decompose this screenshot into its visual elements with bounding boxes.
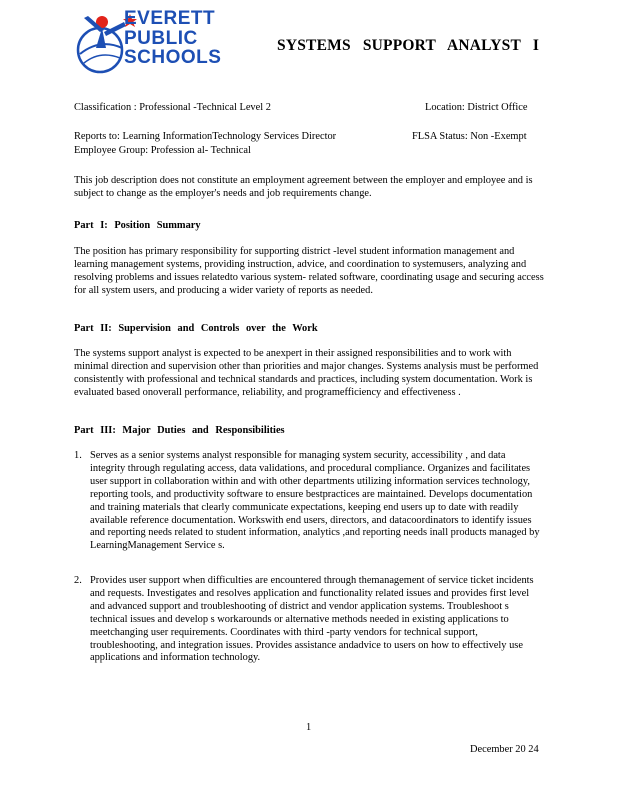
duties-list — [74, 450, 542, 553]
list-item-text: Serves as a senior systems analyst responsible for managing system security, accessibility , and data integrity through regulating access, data validations, and procedural compliance. Organizes and facilitates user support in collaboration within and with other departments utilizing information services technology, reporting tools, and productivity software to ensure bestpractices are maintained. Develops documentation and training materials that clearly communicate expectations, keeping end users up to date with readily available reference documentation. Workswith end users, directors, and datacoordinators to identify issues and reporting needs related to student information, analytics ,and reporting needs inall products managed by LearningManagement Service s. — [90, 450, 540, 552]
part-2-text: The systems support analyst is expected to be anexpert in their assigned responsibilities and to work with minimal direction and supervision other than priorities and major changes. Systems analysis must be performed consistently with professional and technical standards and practices, including system documentation. Work is evaluated based onoverall performance, reliability, and programefficiency and effectiveness . — [74, 348, 539, 398]
page-number: 1 — [306, 722, 312, 733]
classification: Classification : Professional -Technical Level 2 — [74, 102, 271, 113]
list-item-text: Provides user support when difficulties are encountered through themanagement of service ticket incidents and requests. Investigates and resolves application and functionality related issues and provides first level and advanced support and troubleshooting of district and vendor application systems. Troubleshoot s technical issues and develop s workarounds or alternative methods needed in existing applications to meetchanging user requirements. Coordinates with third -party vendors for technical support, troubleshooting, and integration issues. Provides assistance andadvice to users on how to effectively use applications and information technology. — [90, 575, 534, 664]
part-3-heading: Part III: Major Duties and Responsibilities — [74, 425, 285, 436]
flsa-status: FLSA Status: Non -Exempt — [412, 131, 527, 142]
list-item — [74, 575, 542, 665]
intro-paragraph: This job description does not constitute an employment agreement between the employer and employee and is subject to change as the employer's needs and job requirements change. — [74, 175, 533, 199]
logo-line-2: PUBLIC — [124, 27, 198, 49]
logo-wordmark — [124, 9, 221, 68]
list-item — [74, 450, 542, 553]
logo-line-3: SCHOOLS — [124, 47, 222, 68]
part-2-heading: Part II: Supervision and Controls over the Work — [74, 323, 318, 334]
duties-list-2 — [74, 575, 542, 665]
list-item-number: 1. — [74, 450, 82, 461]
part-1-text: The position has primary responsibility for supporting district -level student information management and learning management systems, providing instruction, advice, and coordination to systemusers, analyzing and resolving problems and issues relatedto various system- related software, coordinating usage and securing access for all system users, and producing a wider variety of reports as needed. — [74, 246, 544, 296]
logo-line-1: EVERETT — [124, 8, 216, 29]
location: Location: District Office — [425, 102, 528, 113]
list-item-number: 2. — [74, 575, 82, 586]
document-title: SYSTEMS SUPPORT ANALYST I — [277, 37, 540, 54]
part-1-heading: Part I: Position Summary — [74, 220, 201, 231]
employee-group: Employee Group: Profession al- Technical — [74, 145, 251, 156]
reports-to: Reports to: Learning InformationTechnology Services Director — [74, 131, 337, 142]
footer-date: December 20 24 — [470, 744, 539, 755]
